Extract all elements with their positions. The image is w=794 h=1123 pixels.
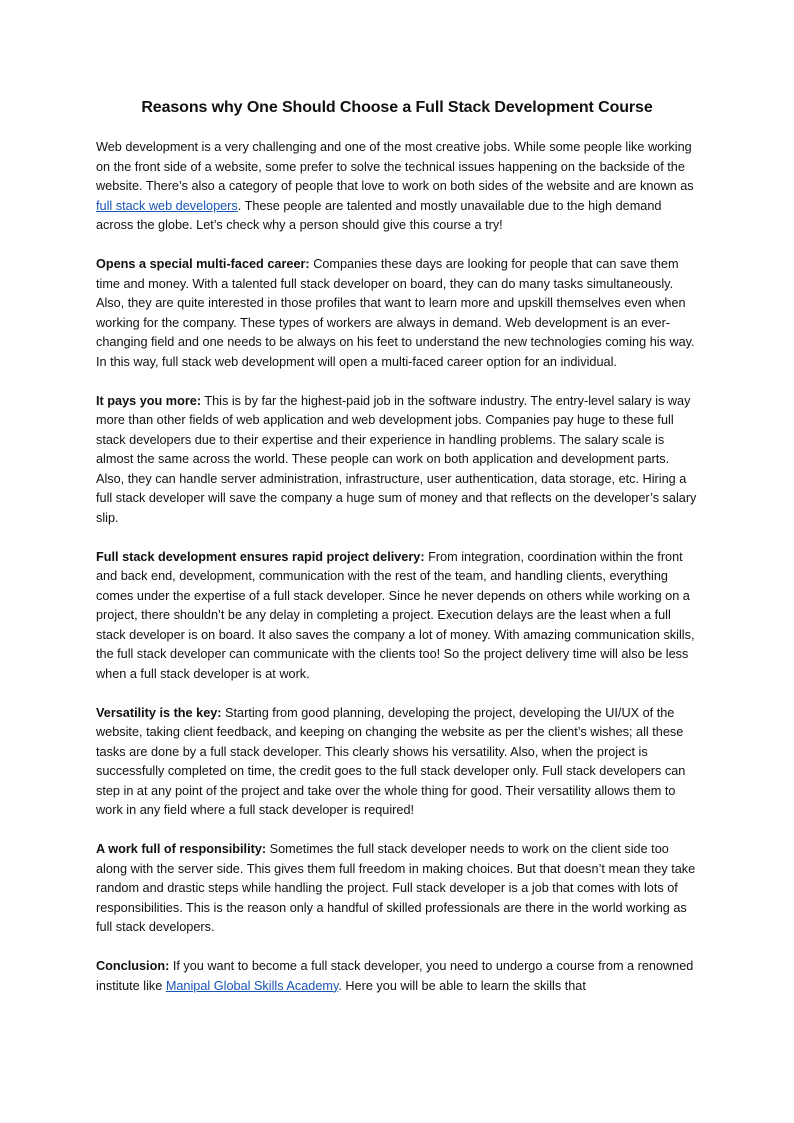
section-paragraph-versatility [96,704,698,821]
section-heading-career: Opens a special multi-faced career: [96,257,310,271]
section-text-delivery: From integration, coordination within the front and back end, development, communication with the rest of the team, and handling clients, everything comes under the expertise of a full stack developer. Since he never depends on others while working on a project, there shouldn’t be any delay in completing a project. Execution delays are the least when a full stack developer is on board. It also saves the company a lot of money. With amazing communication skills, the full stack developer can communicate with the clients too! So the project delivery time will also be less when a full stack developer is at work. [96,549,695,681]
section-heading-delivery: Full stack development ensures rapid project delivery: [96,549,425,564]
conclusion-heading: Conclusion: [96,959,170,973]
section-heading-responsibility: A work full of responsibility: [96,842,267,856]
section-text-responsibility: Sometimes the full stack developer needs to work on the client side too along with the server side. This gives them full freedom in making choices. But that doesn’t mean they take random and drastic steps while handling the project. Full stack developer is a job that comes with lots of responsibilities. This is the reason only a handful of skilled professionals are there in the world working as full stack developers. [96,842,696,934]
intro-text-before-link: Web development is a very challenging and one of the most creative jobs. While some people like working on the front side of a website, some prefer to solve the technical issues happening on the backside of the website. There’s also a category of people that love to work on both sides of the website and are known as [96,140,694,193]
conclusion-text-before-link: If you want to become a full stack developer, you need to undergo a course from a renowned institute like [96,959,694,993]
section-paragraph-delivery [96,548,698,685]
intro-text-after-link: . These people are talented and mostly unavailable due to the high demand across the globe. Let’s check why a person should give this course a try! [96,198,662,232]
document-title: Reasons why One Should Choose a Full Stack Development Course [141,99,653,116]
section-text-pay: This is by far the highest-paid job in the software industry. The entry-level salary is way more than other fields of web application and web development jobs. Companies pay huge to these full stack developers due to their expertise and their experience in handling problems. The salary scale is almost the same across the world. These people can work on both application and development parts. Also, they can handle server administration, infrastructure, user authentication, data storage, etc. Hiring a full stack developer will save the company a huge sum of money and that reflects on the developer’s salary slip. [96,393,697,525]
section-heading-pay: It pays you more: [96,393,202,408]
section-paragraph-pay [96,392,698,529]
intro-paragraph [96,138,698,236]
section-paragraph-career [96,255,698,372]
conclusion-text-after-link: . Here you will be able to learn the skills that [338,978,586,993]
conclusion-paragraph [96,957,698,996]
manipal-global-skills-academy-link[interactable]: Manipal Global Skills Academy [165,978,339,993]
section-heading-versatility: Versatility is the key: [96,705,222,720]
full-stack-web-developers-link[interactable]: full stack web developers [96,198,238,213]
section-paragraph-responsibility [96,840,698,938]
section-text-versatility: Starting from good planning, developing the project, developing the UI/UX of the website, taking client feedback, and keeping on changing the website as per the client’s wishes; all these tasks are done by a full stack developer. This clearly shows his versatility. Also, when the project is successfully completed on time, the credit goes to the full stack developer only. Full stack developers can step in at any point of the project and take over the whole thing for good. Their versatility allows them to work in any field where a full stack developer is required! [96,705,686,817]
section-text-career: Companies these days are looking for people that can save them time and money. With a talented full stack developer on board, they can do many tasks simultaneously. Also, they are quite interested in those profiles that want to learn more and upskill themselves even when working for the company. These types of workers are always in demand. Web development is an ever-changing field and one needs to be always on his feet to understand the new technologies coming his way. In this way, full stack web development will open a multi-faced career option for an individual. [96,257,695,369]
